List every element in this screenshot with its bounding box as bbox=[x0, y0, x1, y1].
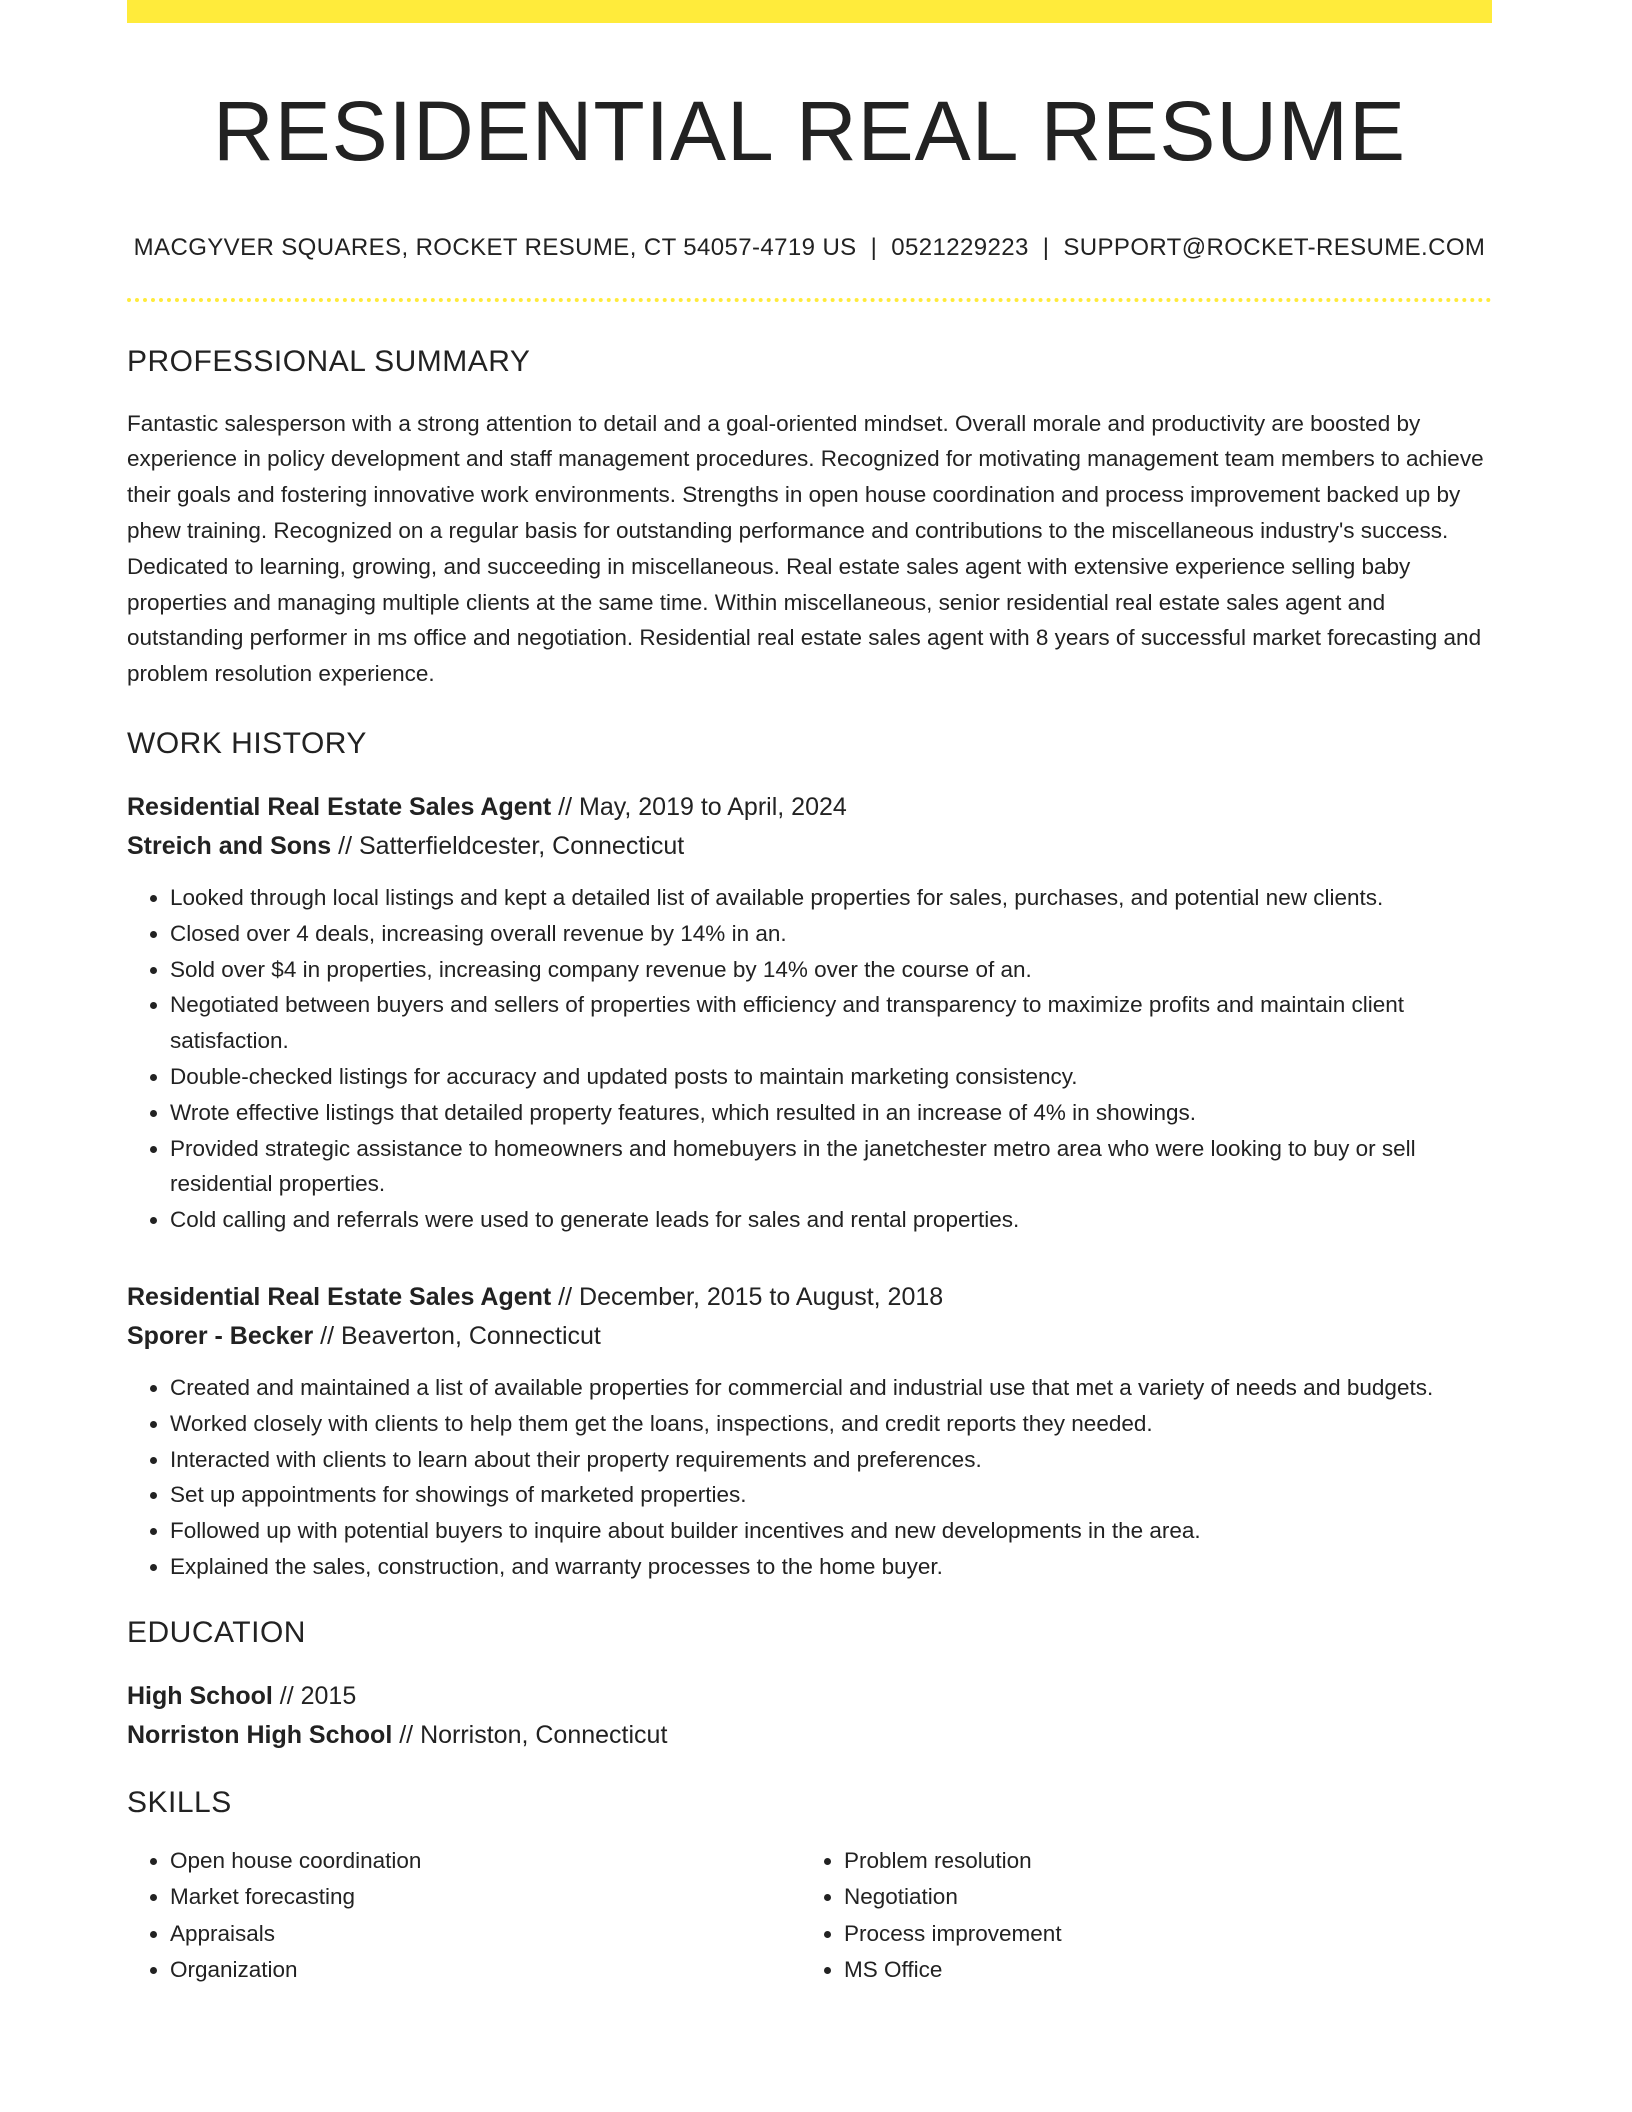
skills-list bbox=[801, 1843, 1475, 1989]
contact-line bbox=[127, 234, 1492, 262]
job-title-line bbox=[127, 788, 1492, 827]
resume-title: RESIDENTIAL REAL RESUME bbox=[212, 84, 1407, 178]
accent-top-bar bbox=[127, 0, 1492, 23]
job-bullet-list bbox=[127, 1370, 1492, 1585]
job-dates: // December, 2015 to August, 2018 bbox=[551, 1282, 944, 1311]
job-entry bbox=[127, 788, 1492, 1238]
summary-text: Fantastic salesperson with a strong attention to detail and a goal-oriented mindset. Overall morale and productivity are boosted by experience in policy development and staff management procedures. Recognized for motivating management team members to achieve their goals and fostering innovative work environments. Strengths in open house coordination and process improvement backed up by phew training. Recognized on a regular basis for outstanding performance and contributions to the miscellaneous industry's success. Dedicated to learning, growing, and succeeding in miscellaneous. Real estate sales agent with extensive experience selling baby properties and managing multiple clients at the same time. Within miscellaneous, senior residential real estate sales agent and outstanding performer in ms office and negotiation. Residential real estate sales agent with 8 years of successful market forecasting and problem resolution experience. bbox=[127, 410, 1484, 687]
list-item: • Appraisals bbox=[170, 1916, 801, 1953]
list-item: • Negotiated between buyers and sellers of properties with efficiency and transparency to maximize profits and maintain client satisfaction. bbox=[170, 987, 1492, 1059]
list-item: • Interacted with clients to learn about their property requirements and preferences. bbox=[170, 1442, 1492, 1478]
contact-separator: | bbox=[1042, 233, 1050, 261]
list-item: • Sold over $4 in properties, increasing company revenue by 14% over the course of an. bbox=[170, 952, 1492, 988]
job-company-line bbox=[127, 827, 1492, 866]
job-role: Residential Real Estate Sales Agent bbox=[127, 792, 552, 821]
job-location: // Beaverton, Connecticut bbox=[313, 1321, 601, 1350]
list-item: • Set up appointments for showings of marketed properties. bbox=[170, 1477, 1492, 1513]
skills-column-left bbox=[127, 1843, 801, 1989]
education-school: Norriston High School bbox=[127, 1720, 393, 1749]
resume-page bbox=[127, 0, 1492, 1989]
list-item: • Wrote effective listings that detailed property features, which resulted in an increase of 4% in showings. bbox=[170, 1095, 1492, 1131]
list-item: • Market forecasting bbox=[170, 1879, 801, 1916]
education-entry bbox=[127, 1677, 1492, 1755]
list-item: • Closed over 4 deals, increasing overall revenue by 14% in an. bbox=[170, 916, 1492, 952]
dotted-divider bbox=[127, 298, 1492, 302]
list-item: • Negotiation bbox=[844, 1879, 1475, 1916]
education-degree: High School bbox=[127, 1681, 273, 1710]
work-history-heading: WORK HISTORY bbox=[127, 726, 367, 760]
education-degree-line bbox=[127, 1677, 1492, 1716]
list-item: • Followed up with potential buyers to inquire about builder incentives and new developments in the area. bbox=[170, 1513, 1492, 1549]
contact-email: SUPPORT@ROCKET-RESUME.COM bbox=[1063, 233, 1486, 261]
job-entry bbox=[127, 1278, 1492, 1585]
job-role: Residential Real Estate Sales Agent bbox=[127, 1282, 552, 1311]
list-item: • Double-checked listings for accuracy and updated posts to maintain marketing consistency. bbox=[170, 1059, 1492, 1095]
job-title-line bbox=[127, 1278, 1492, 1317]
skills-list bbox=[127, 1843, 801, 1989]
contact-address: MACGYVER SQUARES, ROCKET RESUME, CT 54057-4719 US bbox=[133, 233, 857, 261]
education-year: // 2015 bbox=[272, 1681, 357, 1710]
job-location: // Satterfieldcester, Connecticut bbox=[331, 831, 685, 860]
list-item: • Open house coordination bbox=[170, 1843, 801, 1880]
job-company: Streich and Sons bbox=[127, 831, 332, 860]
education-location: // Norriston, Connecticut bbox=[392, 1720, 668, 1749]
skills-grid bbox=[127, 1843, 1492, 1989]
list-item: • Process improvement bbox=[844, 1916, 1475, 1953]
education-school-line bbox=[127, 1716, 1492, 1755]
contact-separator: | bbox=[870, 233, 878, 261]
education-heading: EDUCATION bbox=[127, 1615, 306, 1649]
list-item: • Worked closely with clients to help them get the loans, inspections, and credit reports they needed. bbox=[170, 1406, 1492, 1442]
list-item: • Explained the sales, construction, and warranty processes to the home buyer. bbox=[170, 1549, 1492, 1585]
list-item: • Looked through local listings and kept a detailed list of available properties for sales, purchases, and potential new clients. bbox=[170, 880, 1492, 916]
list-item: • Problem resolution bbox=[844, 1843, 1475, 1880]
summary-heading: PROFESSIONAL SUMMARY bbox=[127, 344, 531, 378]
list-item: • Cold calling and referrals were used to generate leads for sales and rental properties. bbox=[170, 1202, 1492, 1238]
contact-phone: 0521229223 bbox=[891, 233, 1029, 261]
skills-column-right bbox=[801, 1843, 1475, 1989]
list-item: • Created and maintained a list of available properties for commercial and industrial use that met a variety of needs and budgets. bbox=[170, 1370, 1492, 1406]
job-company: Sporer - Becker bbox=[127, 1321, 314, 1350]
job-dates: // May, 2019 to April, 2024 bbox=[551, 792, 847, 821]
job-bullet-list bbox=[127, 880, 1492, 1238]
list-item: • MS Office bbox=[844, 1952, 1475, 1989]
list-item: • Provided strategic assistance to homeowners and homebuyers in the janetchester metro area who were looking to buy or sell residential properties. bbox=[170, 1131, 1492, 1203]
job-company-line bbox=[127, 1317, 1492, 1356]
list-item: • Organization bbox=[170, 1952, 801, 1989]
skills-heading: SKILLS bbox=[127, 1785, 232, 1819]
